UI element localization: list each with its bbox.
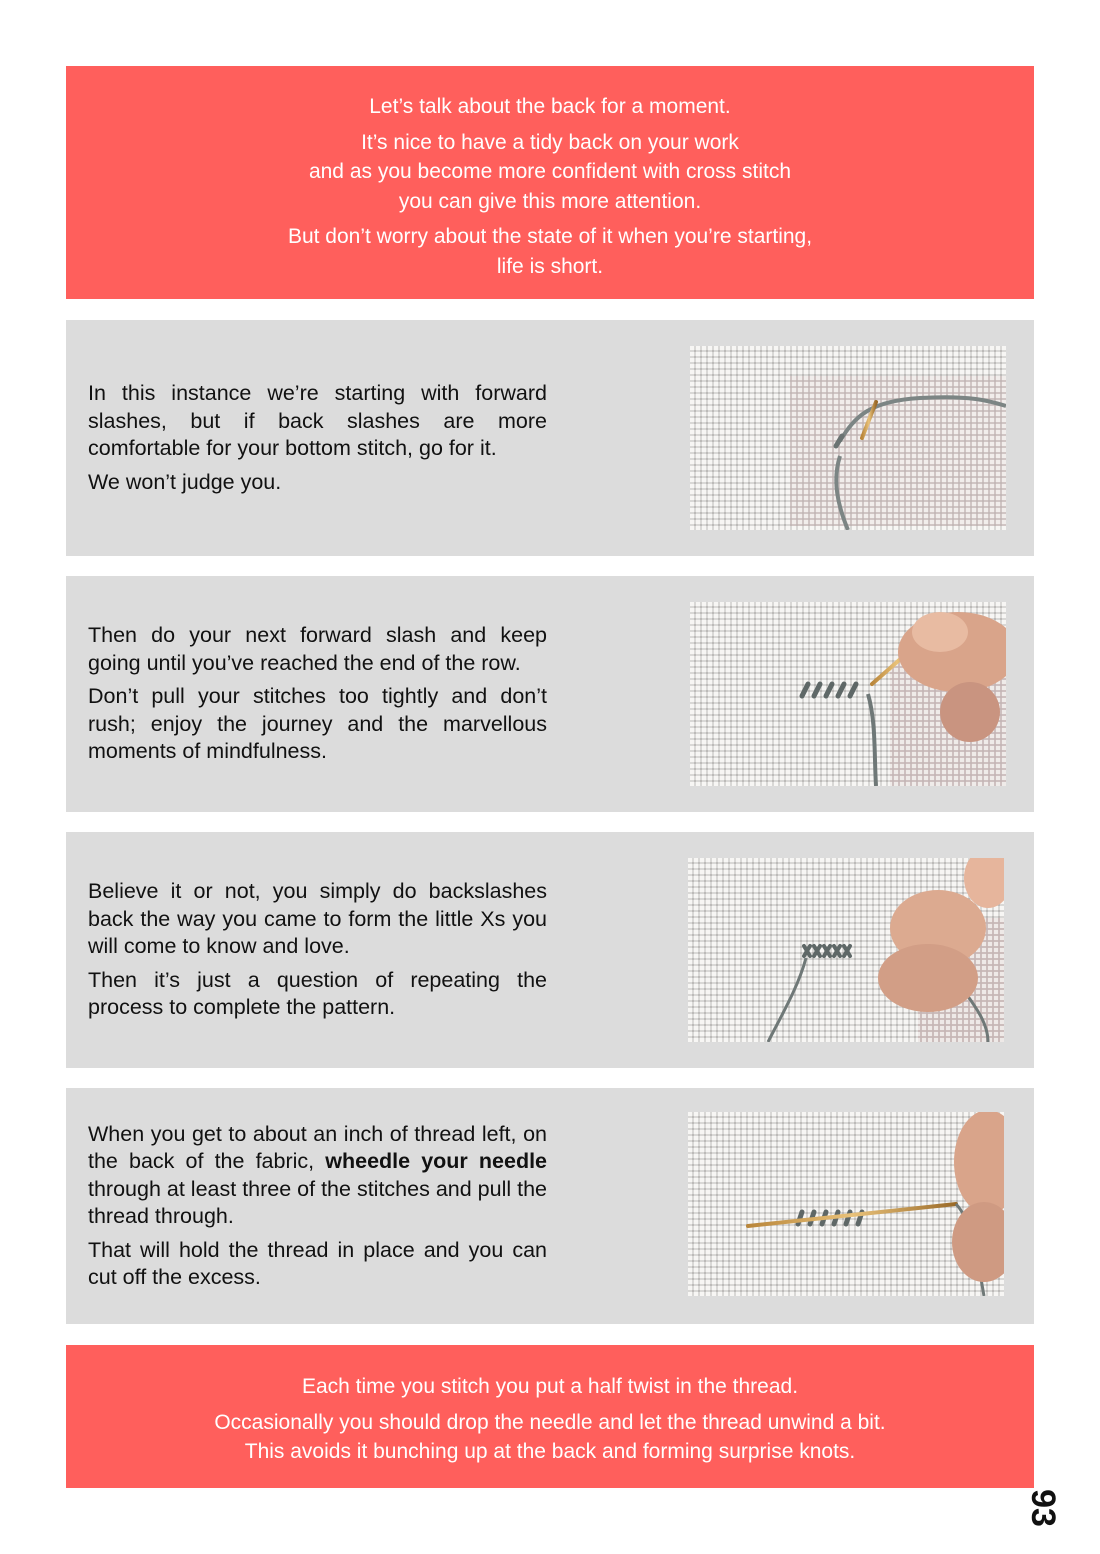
bottom-note-line-1: Each time you stitch you put a half twist in the thread. [301, 1375, 799, 1398]
step-4-paragraph-2: That will hold the thread in place and you can cut off the excess. [88, 1237, 547, 1289]
step-1-illustration [690, 346, 1006, 530]
step-2-illustration [690, 602, 1006, 786]
step-4-photo [688, 1112, 1004, 1296]
step-3-paragraph-2: Then it’s just a question of repeating the process to complete the pattern. [88, 967, 547, 1020]
bottom-note-banner [66, 1345, 1034, 1488]
step-1-photo [690, 346, 1006, 530]
step-panel-3 [66, 832, 1034, 1068]
step-2-paragraph-2: Don’t pull your stitches too tightly and don’t rush; enjoy the journey and the marvellous moments of mindfulness. [88, 684, 547, 764]
step-2-paragraph-1: Then do your next forward slash and keep going until you’ve reached the end of the row. [88, 623, 547, 675]
top-note-line-1: Let’s talk about the back for a moment. [369, 95, 731, 118]
top-note-line-3: But don’t worry about the state of it when you’re starting, life is short. [287, 225, 813, 278]
step-2-photo [690, 602, 1006, 786]
page-number: 93 [1024, 1489, 1062, 1527]
step-panel-1 [66, 320, 1034, 556]
step-3-photo [688, 858, 1004, 1042]
step-panel-4 [66, 1088, 1034, 1324]
top-note-line-2: It’s nice to have a tidy back on your work and as you become more confident with cross stitch you can give this more attention. [308, 130, 792, 213]
step-4-text [88, 1088, 547, 1324]
step-1-paragraph-1: In this instance we’re starting with forward slashes, but if back slashes are more comfortable for your bottom stitch, go for it. [88, 381, 547, 460]
step-4-illustration [688, 1112, 1004, 1296]
step-3-illustration [688, 858, 1004, 1042]
step-1-paragraph-2: We won’t judge you. [88, 469, 282, 494]
step-4-emphasis: wheedle your needle [325, 1149, 548, 1173]
step-3-paragraph-1: Believe it or not, you simply do backslashes back the way you came to form the little Xs you will come to know and love. [88, 879, 547, 959]
step-4-paragraph-1 [88, 1121, 547, 1231]
step-1-text [88, 320, 547, 556]
step-3-text [88, 832, 547, 1068]
top-note-banner [66, 66, 1034, 299]
bottom-note-line-2: Occasionally you should drop the needle and let the thread unwind a bit. This avoids it bunching up at the back and forming surprise knots. [214, 1410, 886, 1463]
step-4-paragraph-1-end: through at least three of the stitches and pull the thread through. [88, 1176, 547, 1228]
step-4-paragraph-1-start: When you get to about an inch of thread left, on the back of the fabric, [88, 1121, 547, 1173]
step-panel-2 [66, 576, 1034, 812]
step-2-text [88, 576, 547, 812]
